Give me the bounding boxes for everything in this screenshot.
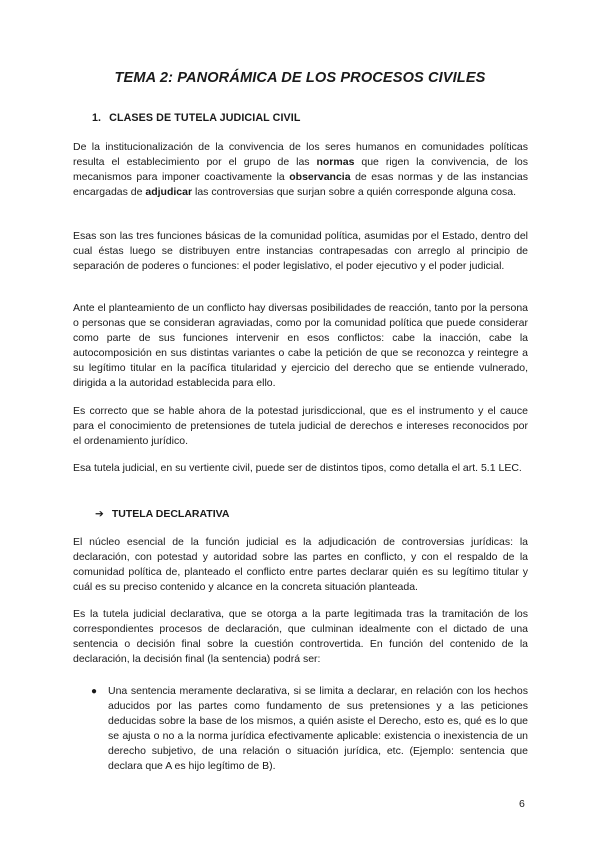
paragraph-1	[73, 140, 528, 200]
arrow-icon: ➔	[95, 508, 104, 520]
subheading-tutela-declarativa	[95, 508, 229, 520]
document-title: TEMA 2: PANORÁMICA DE LOS PROCESOS CIVILES	[114, 70, 486, 86]
list-item-text: Una sentencia meramente declarativa, si se limita a declarar, en relación con los hechos aducidos por las partes como fundamento de sus pretensiones y a las peticiones deducidas sobre la base de los mismos, a quién asiste el Derecho, esto es, qué es lo que se ajusta o no a la norma jurídica efectivamente aplicable: existencia o inexistencia de un derecho subjetivo, de una relación o situación jurídica, etc. (Ejemplo: sentencia que declara que A es hijo legítimo de B).	[108, 685, 528, 772]
paragraph-1-text-c: que rigen la convivencia, de los mecanismos para imponer coactivamente la	[73, 156, 528, 183]
bold-term-normas: normas	[316, 156, 355, 168]
paragraph-2: Esas son las tres funciones básicas de la comunidad política, asumidas por el Estado, dentro del cual éstas luego se distribuyen entre instancias contrapesadas con arreglo al principio de separación de poderes o funciones: el poder legislativo, el poder ejecutivo y el poder judicial.	[73, 230, 528, 272]
subheading-text: TUTELA DECLARATIVA	[111, 508, 230, 520]
paragraph-1-text-d: de esas normas y de las instancias encargadas de	[73, 171, 528, 198]
bold-term-observancia: observancia	[289, 171, 351, 183]
section-heading	[92, 112, 300, 124]
bold-term-adjudicar: adjudicar	[145, 186, 193, 198]
paragraph-7: Es la tutela judicial declarativa, que se otorga a la parte legitimada tras la tramitación de los correspondientes procesos de declaración, que culminan idealmente con el dictado de una sentencia o decisión final sobre la cuestión controvertida. En función del contenido de la declaración, la decisión final (la sentencia) podrá ser:	[73, 608, 528, 665]
paragraph-4: Es correcto que se hable ahora de la potestad jurisdiccional, que es el instrumento y el cauce para el conocimiento de pretensiones de tutela judicial de derechos e intereses reconocidos por el ordenamiento jurídico.	[73, 405, 528, 447]
section-heading-text: CLASES DE TUTELA JUDICIAL CIVIL	[109, 112, 301, 124]
paragraph-5: Esa tutela judicial, en su vertiente civil, puede ser de distintos tipos, como detalla el art. 5.1 LEC.	[73, 462, 522, 474]
page-number: 6	[519, 798, 525, 810]
paragraph-1-text-e: las controversias que surjan sobre a quién corresponde alguna cosa.	[192, 186, 517, 198]
paragraph-3: Ante el planteamiento de un conflicto hay diversas posibilidades de reacción, tanto por la persona o personas que se consideran agraviadas, como por la comunidad política que puede considerar como parte de sus funciones intervenir en esos conflictos: cabe la inacción, cabe la autocomposición en sus distintas variantes o cabe la petición de que se reconozca y reintegre a su legítimo titular en la pacífica titularidad y ejercicio del derecho que se entiende vulnerado, dirigida a la autoridad establecida para ello.	[73, 302, 528, 389]
paragraph-1-text-a: De la institucionalización de la convivencia de los seres humanos en comunidades políticas resulta el establecimiento por el grupo de las	[73, 141, 528, 168]
section-number: 1.	[92, 112, 102, 124]
paragraph-6: El núcleo esencial de la función judicial es la adjudicación de controversias jurídicas: la declaración, con potestad y autoridad sobre las partes en conflicto, y con el respaldo de la comunidad política de, planteado el conflicto entre partes declarar quién es su legítimo titular y cuál es su preciso contenido y alcance en la concreta situación planteada.	[73, 536, 528, 593]
bullet-icon: ●	[91, 686, 98, 697]
